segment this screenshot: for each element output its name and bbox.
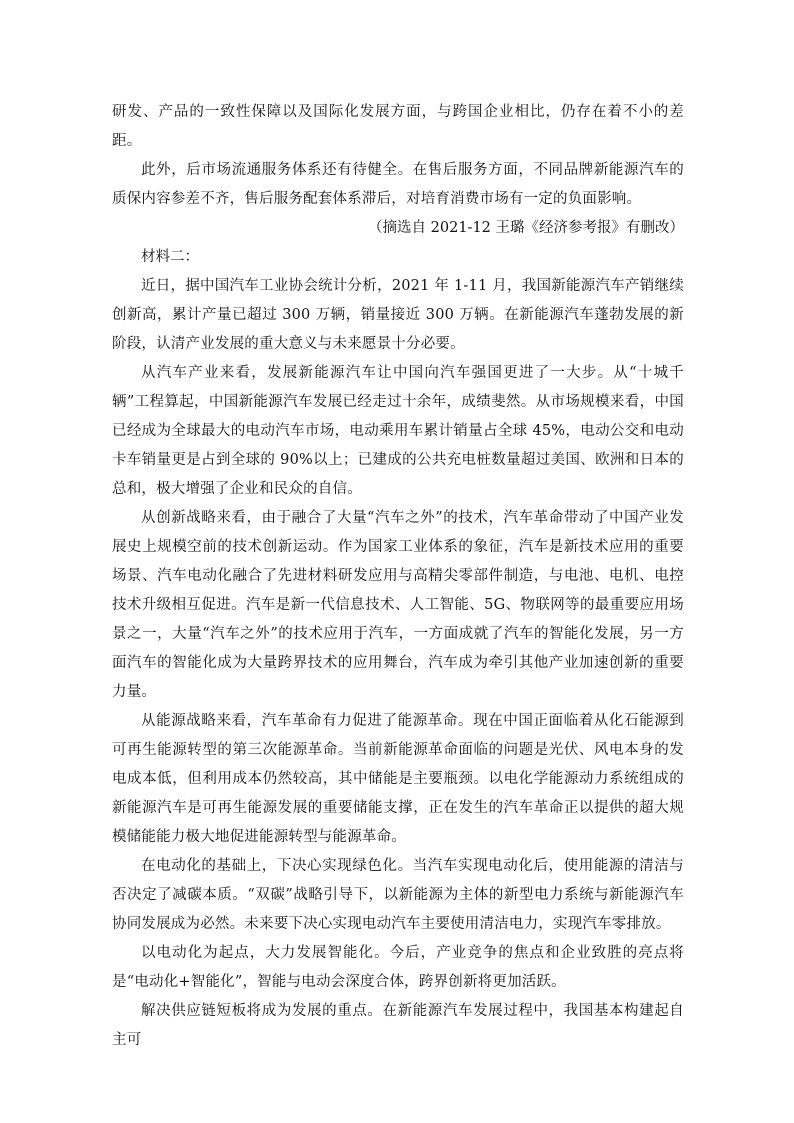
paragraph-innovation-strategy: 从创新战略来看，由于融合了大量“汽车之外”的技术，汽车革命带动了中国产业发展史上规模空前的技术创新运动。作为国家工业体系的象征，汽车是新技术应用的重要场景、汽车电动化融合了先进材料研发应用与高精尖零部件制造，与电池、电机、电控技术升级相互促进。汽车是新一代信息技术、人工智能、5G、物联网等的最重要应用场景之一，大量“汽车之外”的技术应用于汽车，一方面成就了汽车的智能化发展，另一方面汽车的智能化成为大量跨界技术的应用舞台，汽车成为牵引其他产业加速创新的重要力量。 bbox=[112, 510, 684, 700]
paragraph-after-sales: 此外，后市场流通服务体系还有待健全。在售后服务方面，不同品牌新能源汽车的质保内容参差不齐，售后服务配套体系滞后，对培育消费市场有一定的负面影响。 bbox=[112, 162, 684, 207]
material-two-label: 材料二： bbox=[141, 249, 199, 265]
paragraph-energy-strategy: 从能源战略来看，汽车革命有力促进了能源革命。现在中国正面临着从化石能源到可再生能源转型的第三次能源革命。当前新能源革命面临的问题是光伏、风电本身的发电成本低，但利用成本仍然较高，其中储能是主要瓶颈。以电化学能源动力系统组成的新能源汽车是可再生能源发展的重要储能支撑，正在发生的汽车革命正以提供的超大规模储能能力极大地促进能源转型与能源革命。 bbox=[112, 713, 684, 845]
document-page bbox=[112, 98, 684, 1055]
paragraph-continuation: 研发、产品的一致性保障以及国际化发展方面，与跨国企业相比，仍存在着不小的差距。 bbox=[112, 104, 684, 149]
paragraph-auto-industry: 从汽车产业来看，发展新能源汽车让中国向汽车强国更进了一大步。从“十城千辆”工程算起，中国新能源汽车发展已经走过十余年，成绩斐然。从市场规模来看，中国已经成为全球最大的电动汽车市场，电动乘用车累计销量占全球 45%，电动公交和电动卡车销量更是占到全球的 90%以上；已建成的公共充电桩数量超过美国、欧洲和日本的总和，极大增强了企业和民众的自信。 bbox=[112, 365, 684, 497]
paragraph-green: 在电动化的基础上，下决心实现绿色化。当汽车实现电动化后，使用能源的清洁与否决定了减碳本质。“双碳”战略引导下，以新能源为主体的新型电力系统与新能源汽车协同发展成为必然。未来要下决心实现电动汽车主要使用清洁电力，实现汽车零排放。 bbox=[112, 858, 684, 932]
paragraph-supply-chain: 解决供应链短板将成为发展的重点。在新能源汽车发展过程中，我国基本构建起自主可 bbox=[112, 1003, 684, 1048]
paragraph-intelligent: 以电动化为起点，大力发展智能化。今后，产业竞争的焦点和企业致胜的亮点将是“电动化+智能化”，智能与电动会深度合体，跨界创新将更加活跃。 bbox=[112, 945, 684, 990]
paragraph-statistics: 近日，据中国汽车工业协会统计分析，2021 年 1-11 月，我国新能源汽车产销继续创新高，累计产量已超过 300 万辆，销量接近 300 万辆。在新能源汽车蓬勃发展的新阶段，认清产业发展的重大意义与未来愿景十分必要。 bbox=[112, 278, 684, 352]
source-citation: （摘选自 2021-12 王璐《经济参考报》有删改） bbox=[368, 220, 684, 236]
